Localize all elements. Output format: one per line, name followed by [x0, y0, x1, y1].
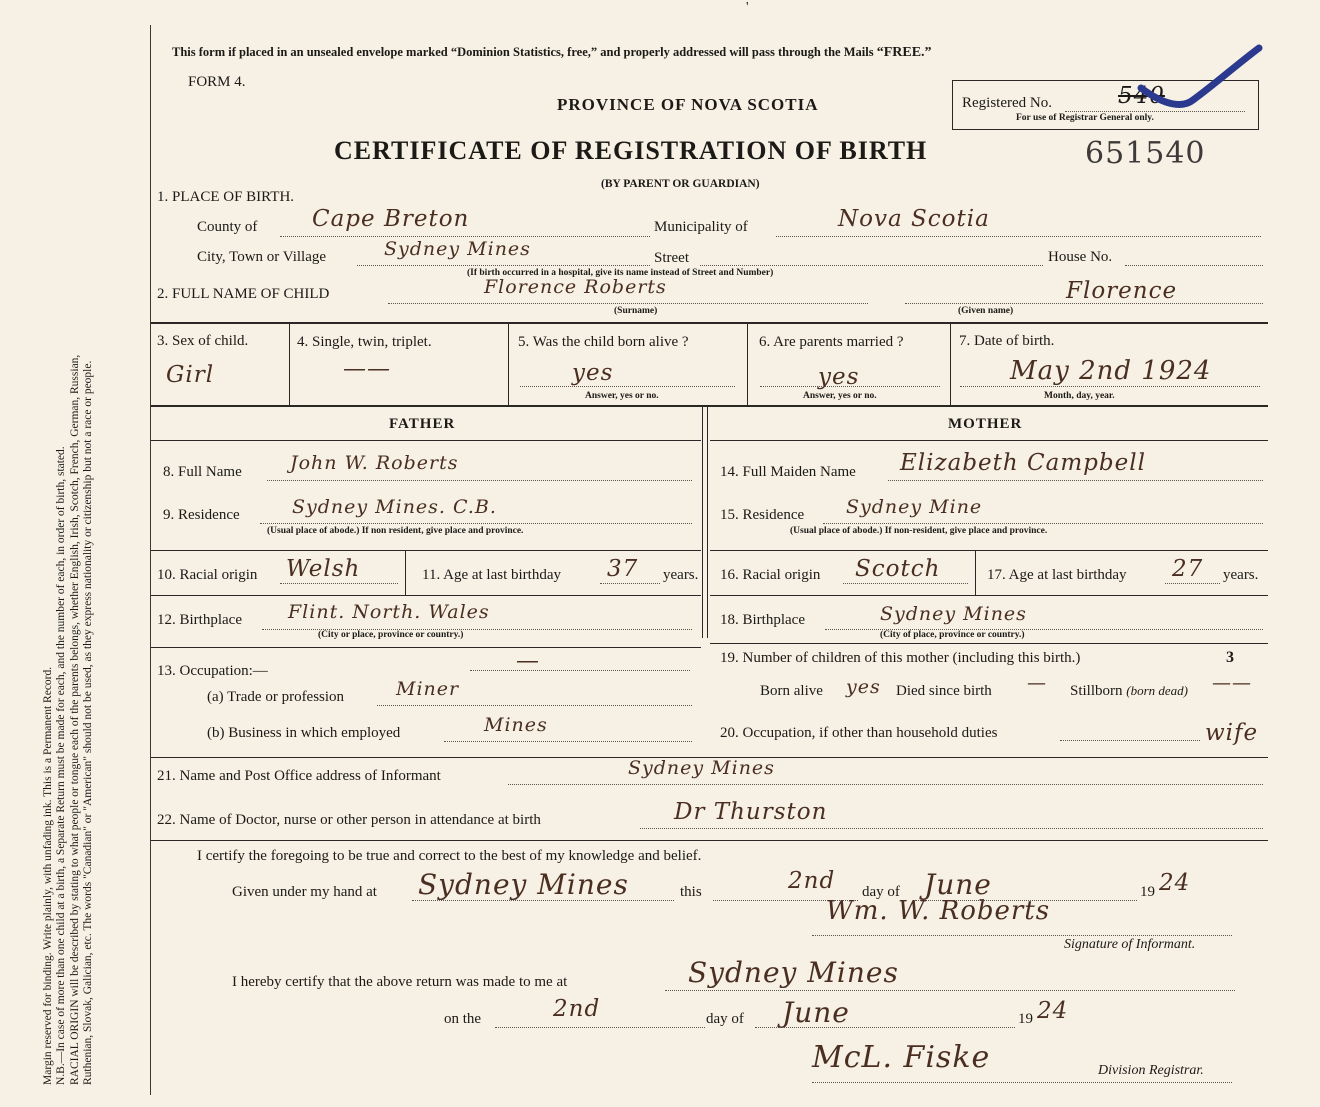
married-label: 6. Are parents married ? [759, 334, 904, 350]
born-alive-value: yes [846, 676, 881, 698]
born-alive-label: Born alive [760, 683, 823, 699]
county-label: County of [197, 219, 258, 235]
child-given-value: Florence [1066, 278, 1178, 304]
margin-notes [42, 40, 95, 1085]
province-title: PROVINCE OF NOVA SCOTIA [557, 95, 819, 114]
registrar-day-value: 2nd [553, 996, 601, 1022]
trade-value: Miner [396, 678, 460, 700]
single-label: 4. Single, twin, triplet. [297, 334, 432, 350]
father-race-label: 10. Racial origin [157, 567, 258, 583]
mother-birthplace-label: 18. Birthplace [720, 612, 805, 628]
mother-years-label: years. [1223, 567, 1259, 583]
father-age-value: 37 [607, 556, 639, 582]
registered-box: Registered No. 540 For use of Registrar General only. [952, 80, 1259, 130]
certificate-subtitle: (BY PARENT OR GUARDIAN) [601, 178, 760, 190]
mother-age-value: 27 [1172, 556, 1204, 582]
this-label: this [680, 884, 702, 900]
registered-number: 540 [1118, 83, 1165, 109]
children-label: 19. Number of children of this mother (including this birth.) [720, 650, 1081, 666]
single-value: —— [343, 356, 391, 382]
certify-statement: I certify the foregoing to be true and correct to the best of my knowledge and belief. [197, 848, 702, 864]
day-of-label: day of [862, 884, 900, 900]
died-value: — [1027, 672, 1047, 694]
registrar-statement: I hereby certify that the above return was made to me at [232, 974, 568, 990]
division-registrar-label: Division Registrar. [1098, 1063, 1204, 1078]
municipality-label: Municipality of [654, 219, 748, 235]
occupation-label: 13. Occupation:— [157, 663, 268, 679]
margin-line-3: RACIAL ORIGIN will be described by stating to what people or tongue each of the parents belongs, whether English, Irish, Scotch, French, German, Russian, [68, 354, 81, 1085]
married-note: Answer, yes or no. [803, 391, 877, 401]
father-residence-value: Sydney Mines. C.B. [292, 496, 497, 518]
father-heading: FATHER [389, 416, 456, 432]
year-value: 24 [1159, 870, 1191, 896]
margin-rule [150, 25, 151, 1095]
father-birthplace-label: 12. Birthplace [157, 612, 242, 628]
informant-value: Sydney Mines [628, 757, 775, 779]
place-of-birth-label: 1. PLACE OF BIRTH. [157, 189, 295, 205]
doctor-label: 22. Name of Doctor, nurse or other person in attendance at birth [157, 812, 541, 828]
registrar-day-of-label: day of [706, 1011, 744, 1027]
county-value: Cape Breton [312, 206, 470, 232]
mother-race-value: Scotch [855, 556, 941, 582]
stillborn-label: Stillborn (born dead) [1070, 683, 1189, 699]
month-value: June [924, 868, 992, 901]
father-birthplace-note: (City or place, province or country.) [318, 630, 464, 640]
father-name-value: John W. Roberts [290, 452, 459, 474]
mother-heading: MOTHER [948, 416, 1023, 432]
trade-label: (a) Trade or profession [207, 689, 345, 705]
date-label: 7. Date of birth. [959, 333, 1055, 349]
mail-notice: This form if placed in an unsealed envelope marked “Dominion Statistics, free,” and properly addressed will pass through the Mails “FREE.” [172, 45, 932, 60]
street-label: Street [654, 250, 689, 266]
alive-note: Answer, yes or no. [585, 391, 659, 401]
child-name-label: 2. FULL NAME OF CHILD [157, 286, 330, 302]
mother-residence-note: (Usual place of abode.) If non-resident, give place and province. [790, 526, 1048, 536]
father-name-label: 8. Full Name [163, 464, 242, 480]
certificate-title: CERTIFICATE OF REGISTRATION OF BIRTH [334, 136, 928, 165]
surname-label: (Surname) [614, 306, 658, 316]
handwritten-number: 651540 [1085, 136, 1206, 171]
margin-line-4: Ruthenian, Slovak, Galician, etc. The words "Canadian" or "American" should not be used, as they express nationality or citizenship but not a race or people. [81, 360, 94, 1085]
sex-label: 3. Sex of child. [157, 333, 249, 349]
checkmark-icon [1135, 44, 1265, 114]
children-value: 3 [1226, 649, 1234, 666]
on-the-label: on the [444, 1011, 482, 1027]
sex-value: Girl [166, 362, 215, 388]
informant-signature: Wm. W. Roberts [826, 896, 1051, 926]
informant-label: 21. Name and Post Office address of Informant [157, 768, 441, 784]
form-number: FORM 4. [188, 74, 246, 90]
city-label: City, Town or Village [197, 249, 327, 265]
margin-line-2: N.B.—In case of more than one child at a birth, a Separate Return must be made for each, and the number of each, in order of birth, stated. [55, 446, 68, 1085]
father-residence-label: 9. Residence [163, 507, 240, 523]
registrar-year-value: 24 [1037, 998, 1069, 1024]
mother-occupation-label: 20. Occupation, if other than household duties [720, 725, 998, 741]
given-name-label: (Given name) [958, 306, 1014, 316]
date-value: May 2nd 1924 [1010, 356, 1212, 386]
registrar-month-value: June [782, 996, 850, 1029]
doctor-value: Dr Thurston [674, 799, 828, 825]
mother-age-label: 17. Age at last birthday [987, 567, 1127, 583]
alive-label: 5. Was the child born alive ? [518, 334, 689, 350]
hospital-note: (If birth occurred in a hospital, give its name instead of Street and Number) [467, 268, 774, 278]
mother-birthplace-value: Sydney Mines [880, 603, 1027, 625]
municipality-value: Nova Scotia [838, 206, 990, 232]
given-label: Given under my hand at [232, 884, 377, 900]
alive-value: yes [572, 360, 614, 386]
occupation-dash: — [516, 648, 540, 674]
stillborn-value: —— [1212, 672, 1252, 694]
house-no-label: House No. [1048, 249, 1113, 265]
mother-name-value: Elizabeth Campbell [900, 450, 1146, 476]
top-mark: ' [746, 0, 749, 15]
date-note: Month, day, year. [1044, 391, 1115, 401]
mother-residence-label: 15. Residence [720, 507, 805, 523]
father-birthplace-value: Flint. North. Wales [288, 601, 490, 623]
business-label: (b) Business in which employed [207, 725, 401, 741]
father-age-label: 11. Age at last birthday [422, 567, 561, 583]
registrar-signature: McL. Fiske [812, 1040, 991, 1075]
margin-line-1: Margin reserved for binding. Write plainly, with unfading ink. This is a Permanent Record. [42, 666, 54, 1085]
mother-birthplace-note: (City of place, province or country.) [880, 630, 1025, 640]
given-place-value: Sydney Mines [418, 868, 629, 901]
mother-occupation-value: wife [1205, 720, 1259, 746]
married-value: yes [818, 364, 860, 390]
mother-race-label: 16. Racial origin [720, 567, 821, 583]
mother-name-label: 14. Full Maiden Name [720, 464, 856, 480]
father-residence-note: (Usual place of abode.) If non resident, give place and province. [267, 526, 524, 536]
father-years-label: years. [663, 567, 699, 583]
died-label: Died since birth [896, 683, 992, 699]
business-value: Mines [484, 714, 548, 736]
year-prefix: 19 [1140, 884, 1155, 900]
father-race-value: Welsh [286, 556, 361, 582]
city-value: Sydney Mines [384, 238, 531, 260]
mother-residence-value: Sydney Mine [846, 496, 983, 518]
registrar-place-value: Sydney Mines [688, 956, 899, 989]
child-surname-value: Florence Roberts [484, 276, 667, 298]
day-value: 2nd [788, 868, 836, 894]
informant-signature-label: Signature of Informant. [1064, 937, 1196, 952]
registrar-year-prefix: 19 [1018, 1011, 1033, 1027]
